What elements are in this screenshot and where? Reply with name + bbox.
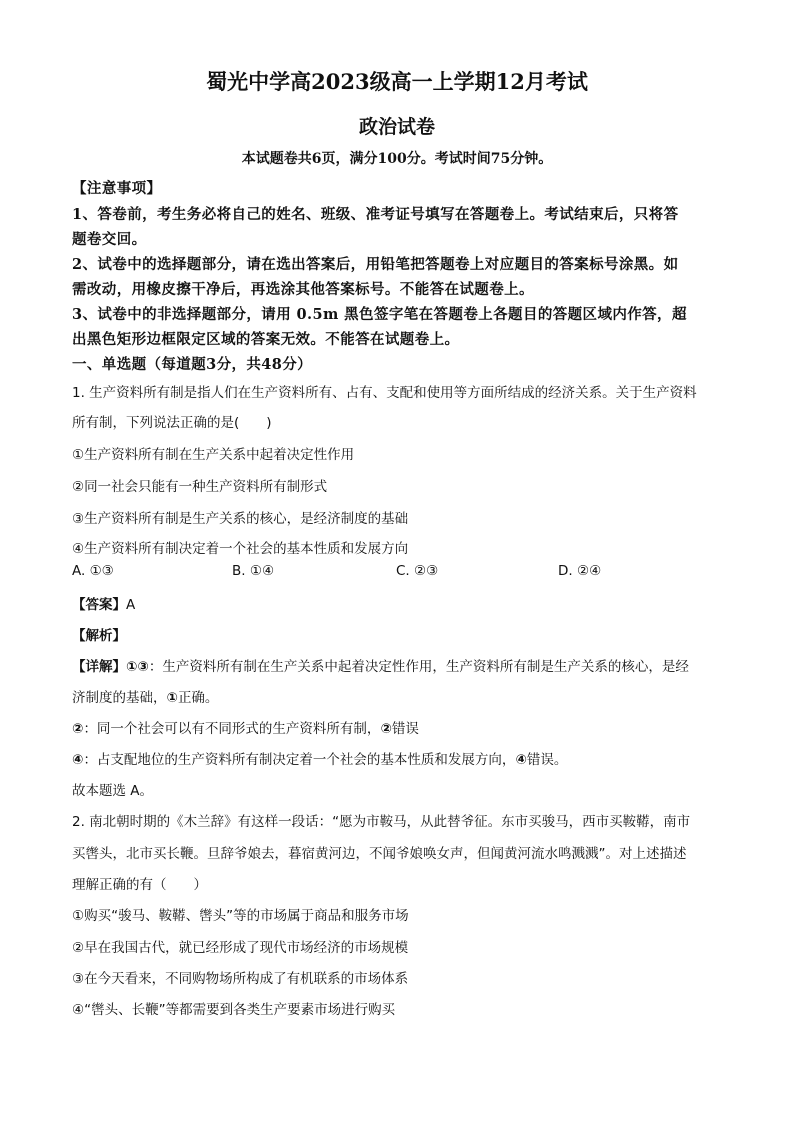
detail-line [72, 748, 567, 768]
detail-mark: ④ [72, 752, 84, 768]
note-line: 2、试卷中的选择题部分，请在选出答案后，用铅笔把答题卷上对应题目的答案标号涂黑。如 [72, 256, 679, 273]
detail-mark: ① [166, 690, 178, 706]
question-1-stem: 1. 生产资料所有制是指人们在生产资料所有、占有、支配和使用等方面所结成的经济关系。关于生产资料 [72, 385, 697, 401]
question-1-item: ③生产资料所有制是生产关系的核心，是经济制度的基础 [72, 511, 409, 527]
note-line: 1、答卷前，考生务必将自己的姓名、班级、准考证号填写在答题卷上。考试结束后，只将答 [72, 206, 679, 223]
note-line: 需改动，用橡皮擦干净后，再选涂其他答案标号。不能答在试题卷上。 [72, 281, 534, 298]
question-2-stem: 理解正确的有（ ） [72, 877, 207, 893]
exam-info: 本试题卷共6页，满分100分。考试时间75分钟。 [241, 151, 553, 167]
exam-title: 蜀光中学高2023级高一上学期12月考试 [206, 69, 588, 94]
section-heading: 一、单选题（每道题3分，共48分） [72, 356, 313, 373]
detail-text: 错误 [391, 721, 419, 737]
question-2-item: ③在今天看来，不同购物场所构成了有机联系的市场体系 [72, 971, 409, 987]
exam-subtitle: 政治试卷 [358, 116, 435, 138]
question-1-option-b: B. ①④ [232, 563, 275, 579]
analysis-label: 【解析】 [72, 628, 126, 644]
question-2-stem: 买辔头，北市买长鞭。旦辞爷娘去，暮宿黄河边，不闻爷娘唤女声，但闻黄河流水鸣溅溅”。对上述描述 [72, 846, 687, 862]
note-line: 3、试卷中的非选择题部分，请用 0.5m 黑色签字笔在答题卷上各题目的答题区域内作答，超 [72, 306, 687, 323]
question-1-item: ①生产资料所有制在生产关系中起着决定性作用 [72, 447, 355, 463]
detail-mark: ② [380, 721, 392, 737]
question-1-option-d: D. ②④ [558, 563, 602, 579]
question-2-item: ①购买“骏马、鞍鞯、辔头”等的市场属于商品和服务市场 [72, 908, 409, 924]
question-1-item: ②同一社会只能有一种生产资料所有制形式 [72, 479, 328, 495]
question-1-option-a: A. ①③ [72, 563, 114, 579]
answer-line [72, 593, 135, 613]
question-2-item: ②早在我国古代，就已经形成了现代市场经济的市场规模 [72, 940, 409, 956]
detail-label: 【详解】 [72, 659, 126, 675]
detail-text: 正确。 [177, 690, 219, 706]
detail-text: ：占支配地位的生产资料所有制决定着一个社会的基本性质和发展方向， [83, 752, 516, 768]
question-1-stem: 所有制，下列说法正确的是( ) [72, 415, 272, 431]
detail-text: 济制度的基础， [72, 690, 167, 706]
detail-line [72, 686, 218, 706]
notes-heading: 【注意事项】 [72, 180, 162, 197]
question-1-option-c: C. ②③ [396, 563, 439, 579]
note-line: 出黑色矩形边框限定区域的答案无效。不能答在试题卷上。 [72, 331, 460, 348]
detail-line [72, 655, 689, 675]
conclusion-line: 故本题选 A。 [72, 783, 154, 799]
note-line: 题卷交回。 [72, 231, 147, 248]
question-2-stem: 2. 南北朝时期的《木兰辞》有这样一段话：“愿为市鞍马，从此替爷征。东市买骏马，西市买鞍鞯，南市 [72, 814, 691, 830]
detail-line [72, 717, 419, 737]
question-2-item: ④“辔头、长鞭”等都需要到各类生产要素市场进行购买 [72, 1002, 396, 1018]
detail-text: ：同一个社会可以有不同形式的生产资料所有制， [83, 721, 381, 737]
answer-value: A [126, 597, 136, 613]
detail-text: ：生产资料所有制在生产关系中起着决定性作用，生产资料所有制是生产关系的核心，是经 [148, 659, 689, 675]
answer-label: 【答案】 [72, 597, 126, 613]
detail-text: 错误。 [526, 752, 568, 768]
detail-mark: ② [72, 721, 84, 737]
detail-mark: ④ [515, 752, 527, 768]
detail-marks: ①③ [126, 659, 149, 675]
question-1-item: ④生产资料所有制决定着一个社会的基本性质和发展方向 [72, 541, 409, 557]
